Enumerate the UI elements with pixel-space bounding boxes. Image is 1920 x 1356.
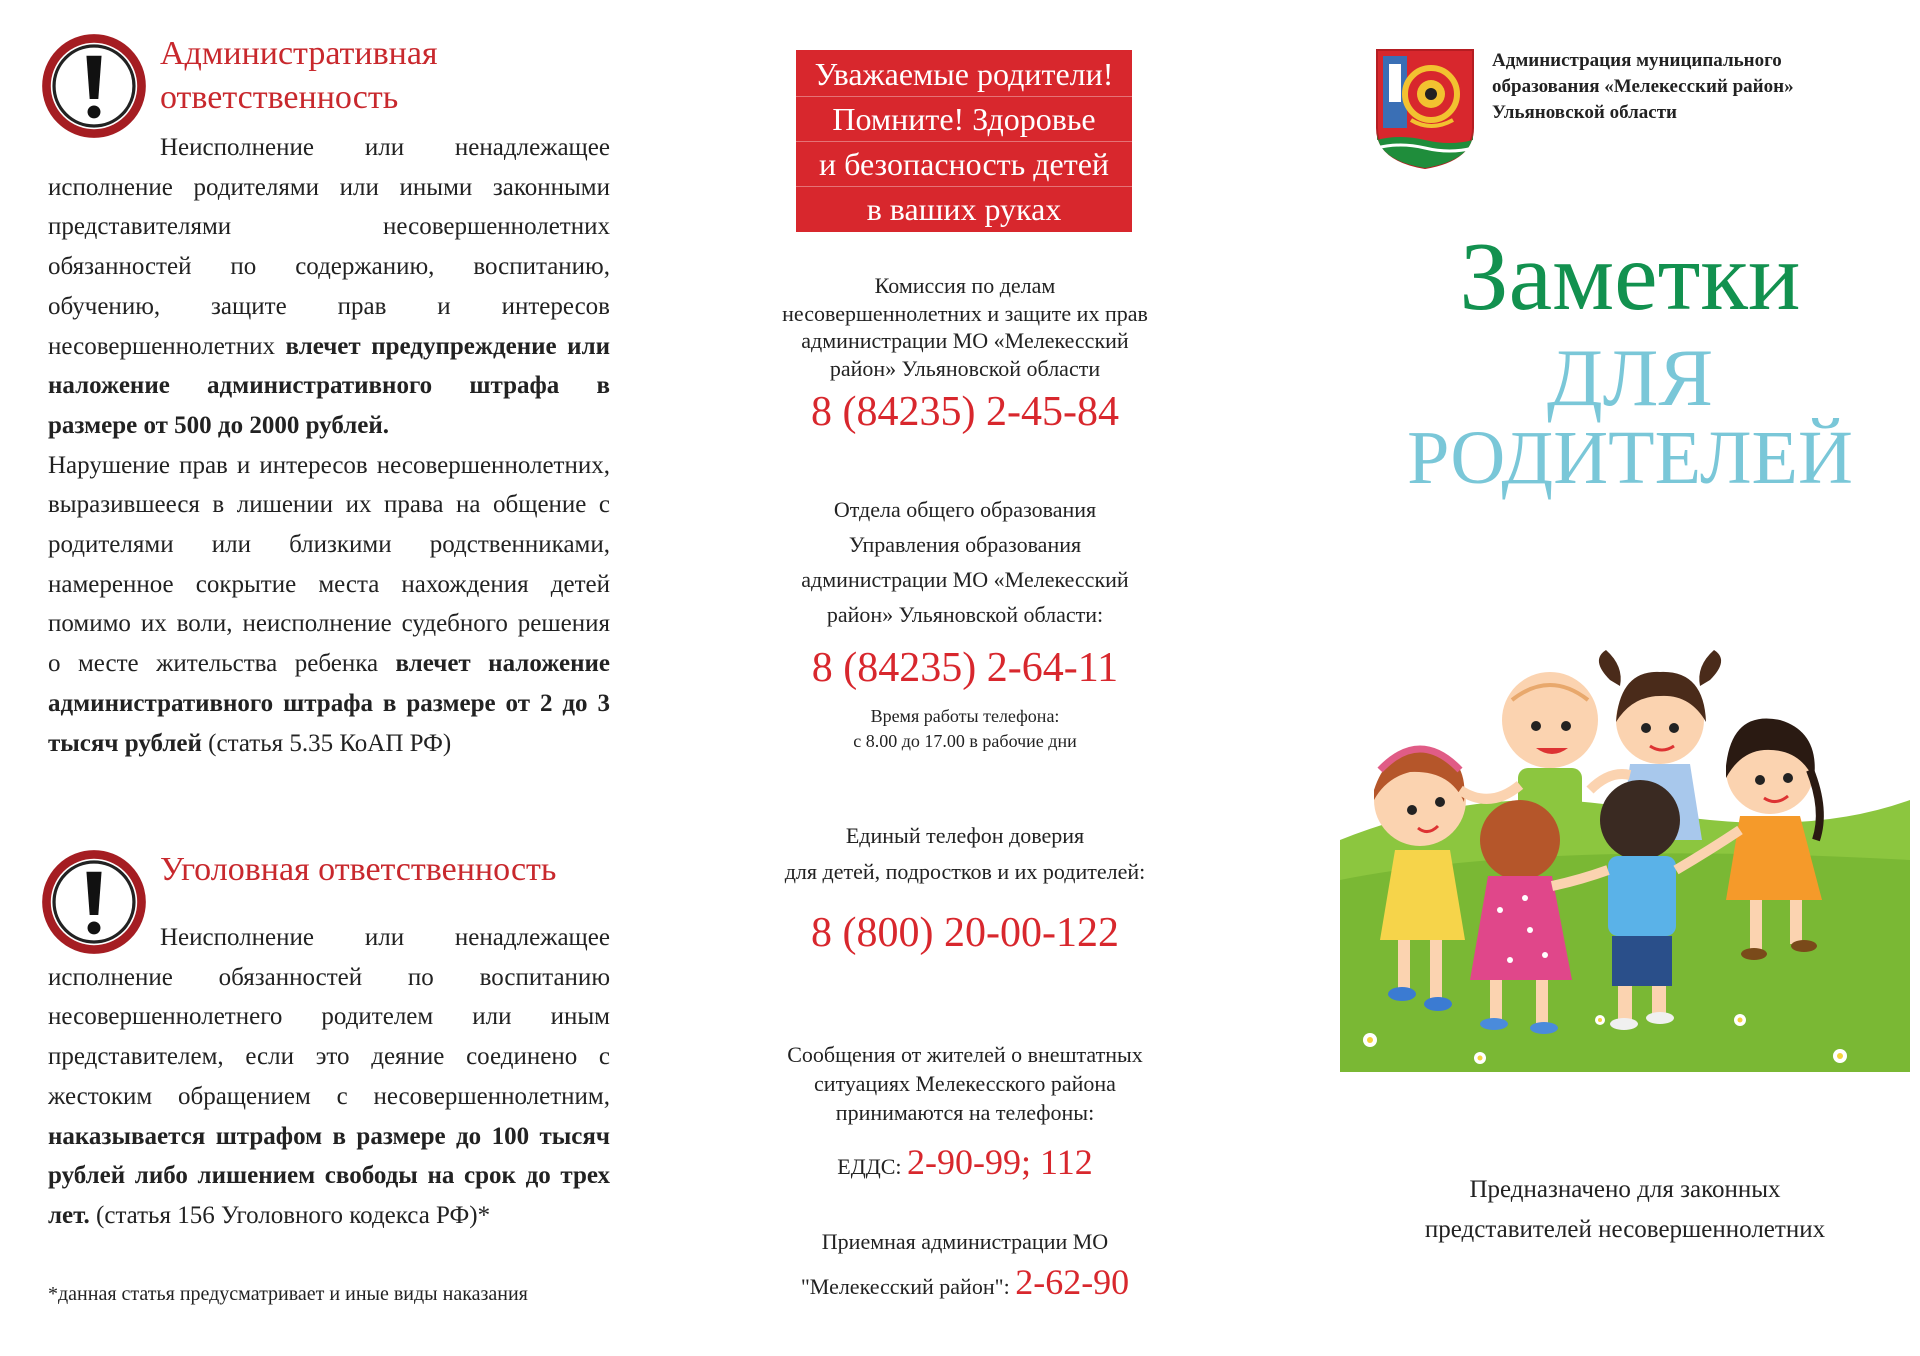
trust-phone: 8 (800) 20-00-122 [811,910,1119,956]
children-circle-illustration [1340,640,1910,1072]
reception-phone: 2-62-90 [1015,1262,1130,1302]
exclamation-warning-icon [40,32,148,140]
edds-phone: 2-90-99; 112 [907,1142,1093,1182]
left-column [40,0,620,1356]
education-contact: Отдела общего образования Управления образования администрации МО «Мелекесский район» Ульяновской области: 8 (84235) 2-64-11 Время работы телефона: с 8.00 до 17.00 в рабочие дни [740,492,1190,754]
footnote: *данная статья предусматривает и иные виды наказания [48,1283,528,1305]
trust-phone-contact: Единый телефон доверия для детей, подростков и их родителей: 8 (800) 20-00-122 [740,818,1190,976]
edds-contact: Сообщения от жителей о внештатных ситуациях Мелекесского района принимаются на телефоны: ЕДДС: 2-90-99; 112 [787,1042,1143,1182]
administration-name: Администрация муниципального образования «Мелекесский район» Ульяновской области [1492,50,1794,123]
criminal-responsibility-title: Уголовная ответственность [160,851,557,888]
education-phone: 8 (84235) 2-64-11 [811,645,1119,691]
admin-responsibility-text: Неисполнение или ненадлежащее исполнение родителями или иными законными представителями несовершеннолетних обязанностей по содержанию, воспитанию, обучению, защите прав и интересов несовершеннолетних влечет предупреждение или наложение административного штрафа в размере от 500 до 2000 рублей. Нарушение прав и интересов несовершеннолетних, выразившееся в лишении их права на общение с родителями или близкими родственниками, намеренное сокрытие места нахождения детей помимо их воли, неисполнение судебного решения о месте жительства ребенка влечет наложение административного штрафа в размере от 2 до 3 тысяч рублей (статья 5.35 КоАП РФ) [48,134,610,757]
admin-responsibility-title: Административная ответственность [160,35,438,116]
coat-of-arms-icon [1375,48,1475,170]
title-notes: Заметки [1459,223,1801,331]
right-column [1340,0,1920,1356]
criminal-responsibility-text: Неисполнение или ненадлежащее исполнение обязанностей по воспитанию несовершеннолетнего родителем или иным представителем, если это деяние соединено с жестоким обращением с несовершеннолетним, наказывается штрафом в размере до 100 тысяч рублей либо лишением свободы на срок до трех лет. (статья 156 Уголовного кодекса РФ)* [48,924,610,1229]
kdn-contact: Комиссия по делам несовершеннолетних и защите их прав администрации МО «Мелекесский район» Ульяновской области 8 (84235) 2-45-84 [740,272,1190,442]
title-for: ДЛЯ [1546,332,1714,423]
attention-banner: Уважаемые родители! Помните! Здоровье и безопасность детей в ваших руках [796,50,1132,232]
kdn-phone: 8 (84235) 2-45-84 [811,389,1119,435]
intended-for-text: Предназначено для законных представителей несовершеннолетних [1424,1176,1826,1243]
middle-column [740,0,1190,1356]
reception-contact: Приемная администрации МО "Мелекесский район": 2-62-90 [800,1229,1130,1302]
title-parents: РОДИТЕЛЕЙ [1407,416,1853,500]
